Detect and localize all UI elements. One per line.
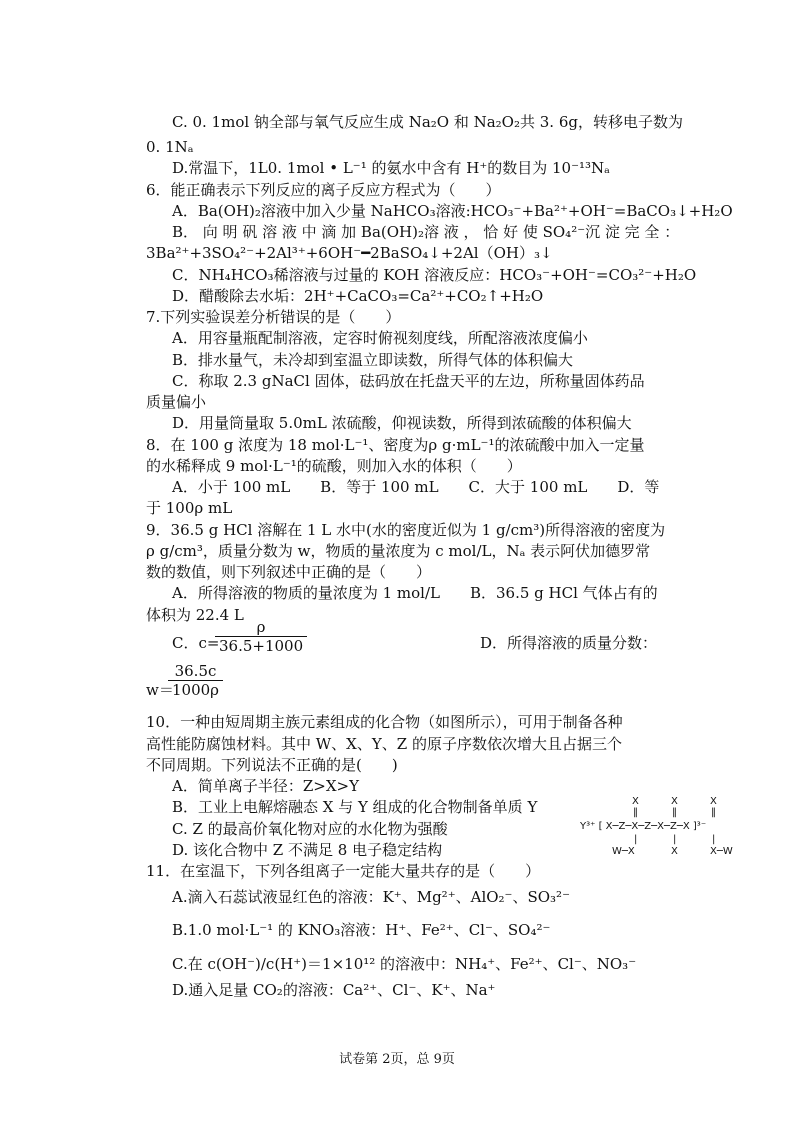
page-footer: 试卷第 2页，总 9页	[339, 1052, 455, 1067]
fraction-numerator: ρ	[215, 618, 307, 637]
double-bond: ‖	[633, 807, 638, 818]
text-line: 体积为 22.4 L	[146, 606, 244, 624]
atom-label: X	[671, 846, 678, 857]
option-c: C.在 c(OH⁻)/c(H⁺)＝1×10¹² 的溶液中：NH₄⁺、Fe²⁺、Cl⁻、NO₃⁻	[172, 955, 637, 973]
structure-main-chain: Y³⁺ [ X─Z─X─Z─X─Z─X ]³⁻	[580, 821, 707, 832]
atom-label: X	[671, 796, 678, 807]
option-a: A.滴入石蕊试液显红色的溶液：K⁺、Mg²⁺、AlO₂⁻、SO₃²⁻	[172, 888, 570, 906]
single-bond: |	[712, 834, 716, 845]
single-bond: |	[634, 834, 638, 845]
atom-label: X─W	[710, 846, 733, 857]
option-a: A．用容量瓶配制溶液，定容时俯视刻度线，所配溶液浓度偏小	[172, 329, 588, 347]
double-bond: ‖	[711, 807, 716, 818]
options-row: A．小于 100 mL B．等于 100 mL C．大于 100 mL D．等	[172, 478, 660, 496]
text-line: 于 100ρ mL	[146, 499, 233, 517]
text-line: ρ g/cm³，质量分数为 w，物质的量浓度为 c mol/L，Nₐ 表示阿伏加德罗常	[146, 542, 651, 560]
atom-label: W─X	[612, 846, 635, 857]
question-9-title: 9．36.5 g HCl 溶解在 1 L 水中(水的密度近似为 1 g/cm³)所得溶液的密度为	[146, 521, 666, 539]
question-11-title: 11．在室温下，下列各组离子一定能大量共存的是（ ）	[146, 862, 541, 880]
option-d: D.通入足量 CO₂的溶液：Ca²⁺、Cl⁻、K⁺、Na⁺	[172, 981, 496, 999]
option-c: C．称取 2.3 gNaCl 固体，砝码放在托盘天平的左边，所称量固体药品	[172, 372, 645, 390]
text-line: 0. 1Nₐ	[146, 138, 194, 156]
question-7-title: 7.下列实验误差分析错误的是（ ）	[146, 308, 401, 326]
option-b: B.1.0 mol·L⁻¹ 的 KNO₃溶液：H⁺、Fe²⁺、Cl⁻、SO₄²⁻	[172, 921, 551, 939]
text-line: 高性能防腐蚀材料。其中 W、X、Y、Z 的原子序数依次增大且占据三个	[146, 735, 622, 753]
option-d: D．所得溶液的质量分数：	[480, 634, 658, 652]
option-d: D. 该化合物中 Z 不满足 8 电子稳定结构	[172, 841, 443, 859]
atom-label: X	[710, 796, 717, 807]
option-c: C. Z 的最高价氧化物对应的水化物为强酸	[172, 820, 448, 838]
question-6-title: 6．能正确表示下列反应的离子反应方程式为（ ）	[146, 181, 501, 199]
option-b: B．排水量气，未冷却到室温立即读数，所得气体的体积偏大	[172, 351, 574, 369]
option-c: C．c=	[172, 634, 220, 652]
fraction-denominator: 1000ρ	[172, 681, 219, 699]
question-10-title: 10．一种由短周期主族元素组成的化合物（如图所示），可用于制备各种	[146, 713, 623, 731]
text-line: 的水稀释成 9 mol·L⁻¹的硫酸，则加入水的体积（ ）	[146, 457, 522, 475]
question-8-title: 8．在 100 g 浓度为 18 mol·L⁻¹、密度为ρ g·mL⁻¹的浓硫酸中加入一定量	[146, 436, 645, 454]
option-b: B．工业上电解熔融态 X 与 Y 组成的化合物制备单质 Y	[172, 798, 538, 816]
options-row: A．所得溶液的物质的量浓度为 1 mol/L B．36.5 g HCl 气体占有的	[172, 584, 658, 602]
option-a: A．简单离子半径：Z>X>Y	[172, 777, 359, 795]
fraction-numerator: 36.5c	[168, 662, 223, 681]
text-line: C. 0. 1mol 钠全部与氧气反应生成 Na₂O 和 Na₂O₂共 3. 6g，转移电子数为	[172, 113, 683, 131]
option-c: C．NH₄HCO₃稀溶液与过量的 KOH 溶液反应：HCO₃⁻+OH⁻=CO₃²⁻+H₂O	[172, 266, 697, 284]
option-a: A．Ba(OH)₂溶液中加入少量 NaHCO₃溶液:HCO₃⁻+Ba²⁺+OH⁻=BaCO₃↓+H₂O	[172, 202, 733, 220]
fraction-denominator: 36.5+1000	[219, 637, 304, 655]
atom-label: X	[632, 796, 639, 807]
single-bond: |	[673, 834, 677, 845]
text-line: 质量偏小	[146, 393, 207, 411]
option-d: D．用量筒量取 5.0mL 浓硫酸，仰视读数，所得到浓硫酸的体积偏大	[172, 414, 632, 432]
option-b: B． 向 明 矾 溶 液 中 滴 加 Ba(OH)₂溶 液 ， 恰 好 使 SO₄²⁻沉 淀 完 全 ：	[172, 223, 680, 241]
option-d: D．醋酸除去水垢：2H⁺+CaCO₃=Ca²⁺+CO₂↑+H₂O	[172, 287, 544, 305]
text-line: 3Ba²⁺+3SO₄²⁻+2Al³⁺+6OH⁻━2BaSO₄↓+2Al（OH）₃↓	[146, 244, 553, 262]
double-bond: ‖	[672, 807, 677, 818]
fraction-w	[168, 662, 223, 699]
chemical-structure-diagram	[580, 796, 770, 866]
text-line: 不同周期。下列说法不正确的是( )	[146, 756, 398, 774]
text-line: D.常温下，1L0. 1mol • L⁻¹ 的氨水中含有 H⁺的数目为 10⁻¹³Nₐ	[172, 159, 610, 177]
fraction-c	[215, 618, 307, 655]
text-line: w＝	[146, 681, 174, 699]
text-line: 数的数值，则下列叙述中正确的是（ ）	[146, 563, 432, 581]
